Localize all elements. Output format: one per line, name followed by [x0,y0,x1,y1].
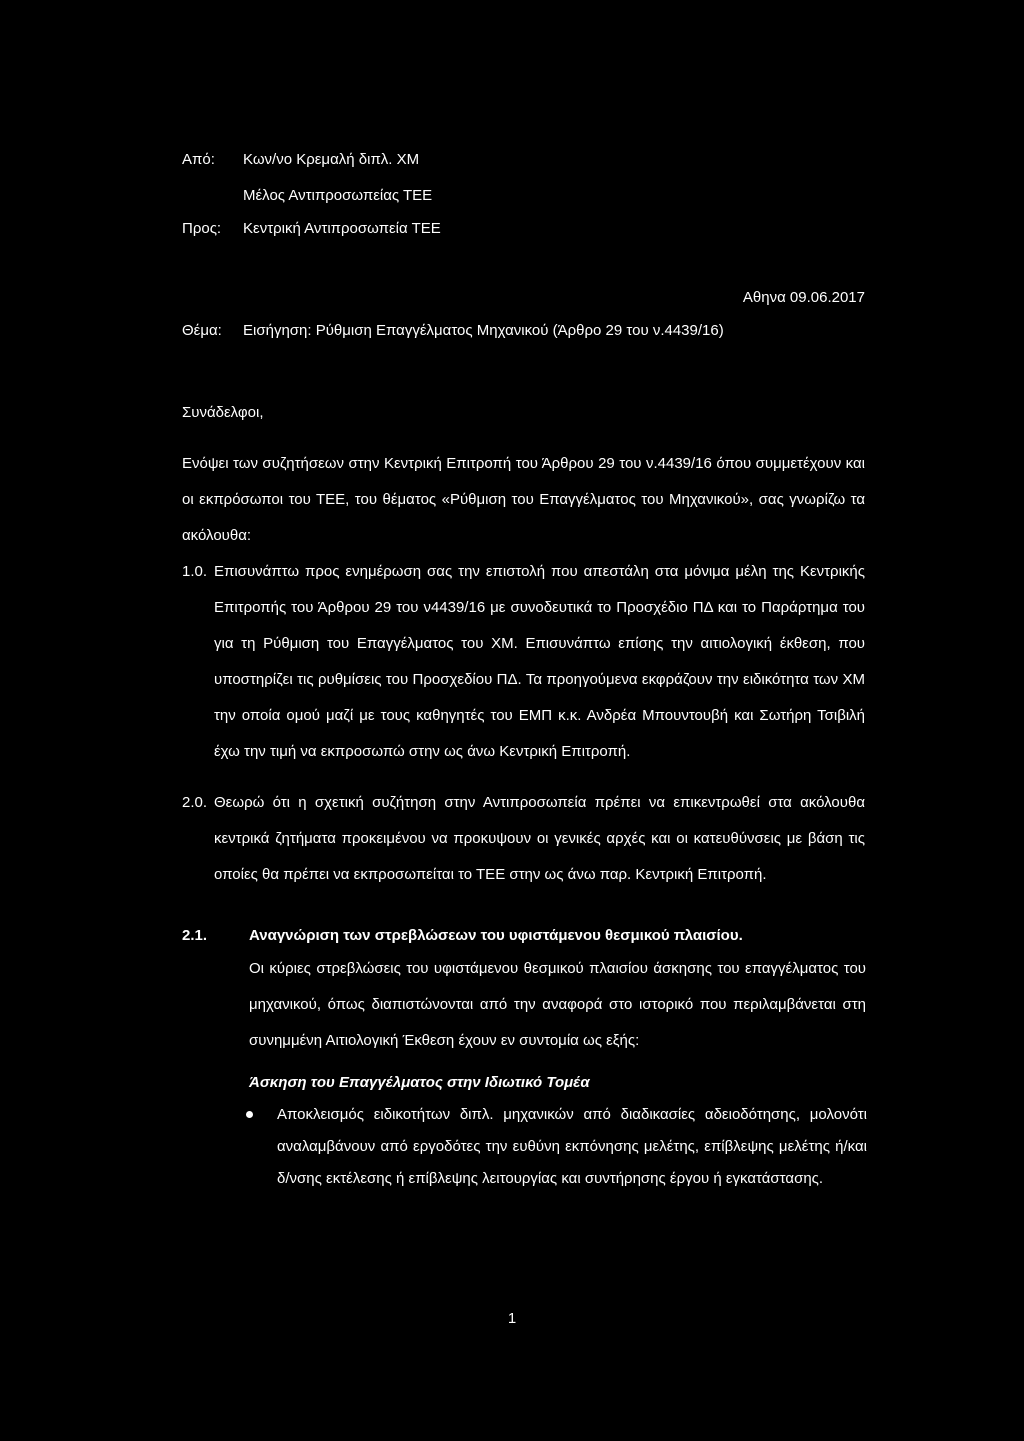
bullet-item: Αποκλεισμός ειδικοτήτων διπλ. μηχανικών από διαδικασίες αδειοδότησης, μολονότι αναλαμβάνουν από εργοδότες την ευθύνη εκπόνησης μελέτης, επίβλεψης μελέτης ή/και δ/νσης εκτέλεσης ή επίβλεψης λειτουργίας και συντήρησης έργου ή εγκατάστασης. [277,1106,867,1187]
subject-label: Θέμα: [182,322,222,339]
page-number: 1 [507,1310,517,1327]
section-1-text: Επισυνάπτω προς ενημέρωση σας την επιστολή που απεστάλη στα μόνιμα μέλη της Κεντρικής Επιτροπής του Άρθρου 29 του ν4439/16 με συνοδευτικά το Προσχέδιο ΠΔ και το Παράρτημα του για τη Ρύθμιση του Επαγγέλματος του ΧΜ. Επισυνάπτω επίσης την αιτιολογική έκθεση, που υποστηρίζει τις ρυθμίσεις του Προσχεδίου ΠΔ. Τα προηγούμενα εκφράζουν την ειδικότητα των ΧΜ την οποία ομού μαζί με τους καθηγητές του ΕΜΠ κ.κ. Ανδρέα Μπουντουβή και Σωτήρη Τσιβιλή έχω την τιμή να εκπροσωπώ στην ως άνω Κεντρική Επιτροπή. [214,563,865,760]
section-2-1-number: 2.1. [182,927,208,944]
section-1-number: 1.0. [182,563,208,580]
to-value: Κεντρική Αντιπροσωπεία ΤΕΕ [243,220,441,237]
subject-value: Εισήγηση: Ρύθμιση Επαγγέλματος Μηχανικού (Άρθρο 29 του ν.4439/16) [243,322,724,339]
subheading: Άσκηση του Επαγγέλματος στην Ιδιωτικό Τομέα [249,1074,590,1091]
section-2-number: 2.0. [182,794,208,811]
from-role: Μέλος Αντιπροσωπείας ΤΕΕ [243,187,433,204]
bullet-icon [246,1111,253,1118]
from-label: Από: [182,151,215,168]
to-label: Προς: [182,220,222,237]
from-name: Κων/νο Κρεμαλή διπλ. ΧΜ [243,151,420,168]
date: Αθηνα 09.06.2017 [742,289,865,306]
intro-paragraph: Ενόψει των συζητήσεων στην Κεντρική Επιτροπή του Άρθρου 29 του ν.4439/16 όπου συμμετέχουν και οι εκπρόσωποι του ΤΕΕ, του θέματος «Ρύθμιση του Επαγγέλματος του Μηχανικού», σας γνωρίζω τα ακόλουθα: [182,455,865,544]
greeting: Συνάδελφοι, [182,404,264,421]
section-2-1-title: Αναγνώριση των στρεβλώσεων του υφιστάμενου θεσμικού πλαισίου. [249,927,743,944]
section-2-text: Θεωρώ ότι η σχετική συζήτηση στην Αντιπροσωπεία πρέπει να επικεντρωθεί στα ακόλουθα κεντρικά ζητήματα προκειμένου να προκυψουν οι γενικές αρχές και οι κατευθύνσεις με βάση τις οποίες θα πρέπει να εκπροσωπείται το ΤΕΕ στην ως άνω παρ. Κεντρική Επιτροπή. [214,794,865,883]
section-2-1-text: Οι κύριες στρεβλώσεις του υφιστάμενου θεσμικού πλαισίου άσκησης του επαγγέλματος του μηχανικού, όπως διαπιστώνονται από την αναφορά στο ιστορικό που περιλαμβάνεται στη συνημμένη Αιτιολογική Έκθεση έχουν εν συντομία ως εξής: [249,960,866,1049]
